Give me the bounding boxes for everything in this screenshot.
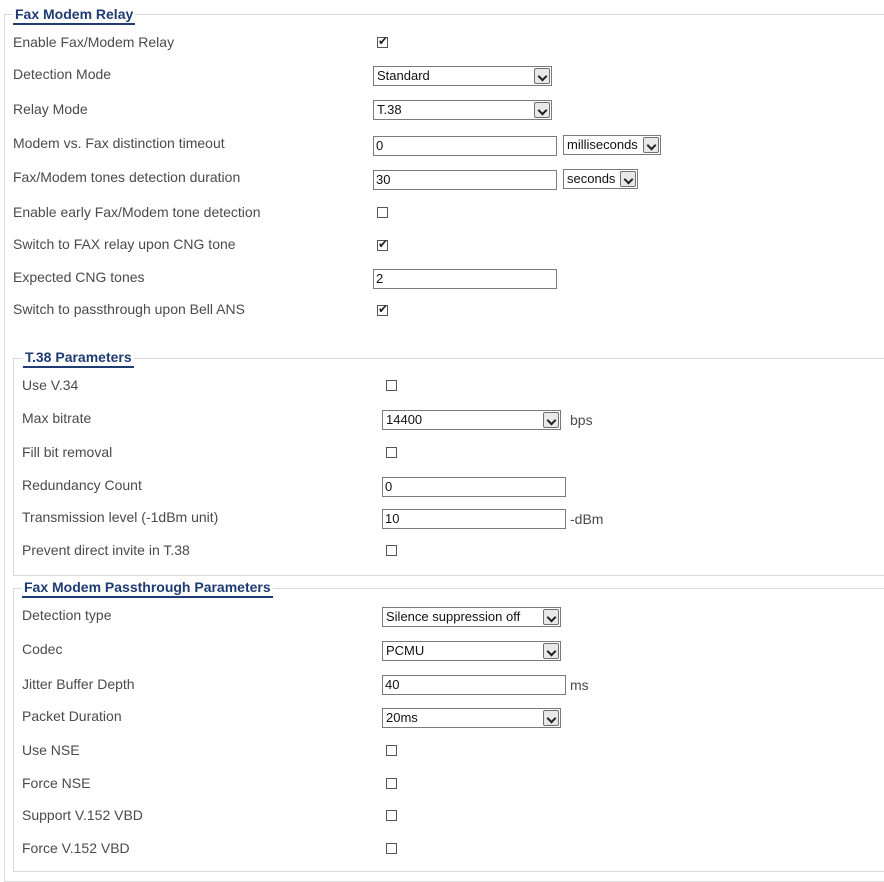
codec-select[interactable]: PCMU bbox=[382, 641, 561, 661]
codec-label: Codec bbox=[22, 641, 63, 657]
detection-mode-label: Detection Mode bbox=[13, 66, 112, 82]
support-v152-checkbox[interactable] bbox=[386, 810, 397, 821]
prevent-direct-invite-checkbox[interactable] bbox=[386, 545, 397, 556]
switch-fax-cng-checkbox[interactable] bbox=[377, 237, 389, 251]
chevron-down-icon bbox=[543, 643, 559, 659]
passthrough-parameters-group bbox=[13, 588, 884, 872]
force-v152-label: Force V.152 VBD bbox=[22, 840, 130, 856]
tones-duration-label: Fax/Modem tones detection duration bbox=[13, 169, 241, 185]
enable-relay-label: Enable Fax/Modem Relay bbox=[13, 34, 175, 50]
use-nse-checkbox[interactable] bbox=[386, 745, 397, 756]
force-v152-checkbox[interactable] bbox=[386, 843, 397, 854]
check-icon: ✔ bbox=[378, 237, 389, 251]
relay-mode-label: Relay Mode bbox=[13, 101, 88, 117]
expected-cng-input[interactable]: 2 bbox=[373, 269, 557, 289]
jitter-buffer-unit: ms bbox=[570, 677, 589, 693]
detection-mode-select[interactable]: Standard bbox=[373, 66, 552, 86]
switch-passthrough-bell-label: Switch to passthrough upon Bell ANS bbox=[13, 301, 245, 317]
use-v34-checkbox[interactable] bbox=[386, 380, 397, 391]
max-bitrate-unit: bps bbox=[570, 412, 593, 428]
switch-fax-cng-label: Switch to FAX relay upon CNG tone bbox=[13, 236, 236, 252]
redundancy-count-label: Redundancy Count bbox=[22, 477, 142, 493]
distinction-timeout-label: Modem vs. Fax distinction timeout bbox=[13, 135, 225, 151]
fax-modem-relay-title: Fax Modem Relay bbox=[13, 6, 135, 25]
max-bitrate-label: Max bitrate bbox=[22, 410, 92, 426]
early-tone-detection-checkbox[interactable] bbox=[377, 207, 388, 218]
chevron-down-icon bbox=[620, 171, 636, 187]
chevron-down-icon bbox=[534, 102, 550, 118]
distinction-timeout-input[interactable]: 0 bbox=[373, 136, 557, 156]
prevent-direct-invite-label: Prevent direct invite in T.38 bbox=[22, 542, 190, 558]
chevron-down-icon bbox=[534, 68, 550, 84]
expected-cng-label: Expected CNG tones bbox=[13, 269, 145, 285]
detection-type-select[interactable]: Silence suppression off bbox=[382, 607, 561, 627]
switch-passthrough-bell-checkbox[interactable] bbox=[377, 302, 389, 316]
fill-bit-removal-label: Fill bit removal bbox=[22, 444, 113, 460]
tones-duration-unit-select[interactable]: seconds bbox=[563, 169, 638, 189]
distinction-timeout-unit-select[interactable]: milliseconds bbox=[563, 135, 661, 155]
chevron-down-icon bbox=[543, 609, 559, 625]
jitter-buffer-input[interactable]: 40 bbox=[382, 675, 566, 695]
tones-duration-input[interactable]: 30 bbox=[373, 170, 557, 190]
packet-duration-select[interactable]: 20ms bbox=[382, 708, 561, 728]
passthrough-parameters-title: Fax Modem Passthrough Parameters bbox=[22, 579, 273, 598]
transmission-level-label: Transmission level (-1dBm unit) bbox=[22, 509, 219, 525]
enable-relay-checkbox[interactable] bbox=[377, 34, 389, 48]
relay-mode-select[interactable]: T.38 bbox=[373, 100, 552, 120]
t38-parameters-title: T.38 Parameters bbox=[23, 349, 134, 368]
redundancy-count-input[interactable]: 0 bbox=[382, 477, 566, 497]
use-v34-label: Use V.34 bbox=[22, 377, 79, 393]
check-icon: ✔ bbox=[378, 34, 389, 48]
early-tone-detection-label: Enable early Fax/Modem tone detection bbox=[13, 204, 261, 220]
support-v152-label: Support V.152 VBD bbox=[22, 807, 143, 823]
use-nse-label: Use NSE bbox=[22, 742, 80, 758]
fill-bit-removal-checkbox[interactable] bbox=[386, 447, 397, 458]
force-nse-checkbox[interactable] bbox=[386, 778, 397, 789]
force-nse-label: Force NSE bbox=[22, 775, 91, 791]
max-bitrate-select[interactable]: 14400 bbox=[382, 410, 561, 430]
packet-duration-label: Packet Duration bbox=[22, 708, 122, 724]
chevron-down-icon bbox=[543, 710, 559, 726]
transmission-level-unit: -dBm bbox=[570, 511, 604, 527]
detection-type-label: Detection type bbox=[22, 607, 112, 623]
chevron-down-icon bbox=[543, 412, 559, 428]
chevron-down-icon bbox=[643, 137, 659, 153]
check-icon: ✔ bbox=[378, 302, 389, 316]
jitter-buffer-label: Jitter Buffer Depth bbox=[22, 676, 135, 692]
transmission-level-input[interactable]: 10 bbox=[382, 509, 566, 529]
